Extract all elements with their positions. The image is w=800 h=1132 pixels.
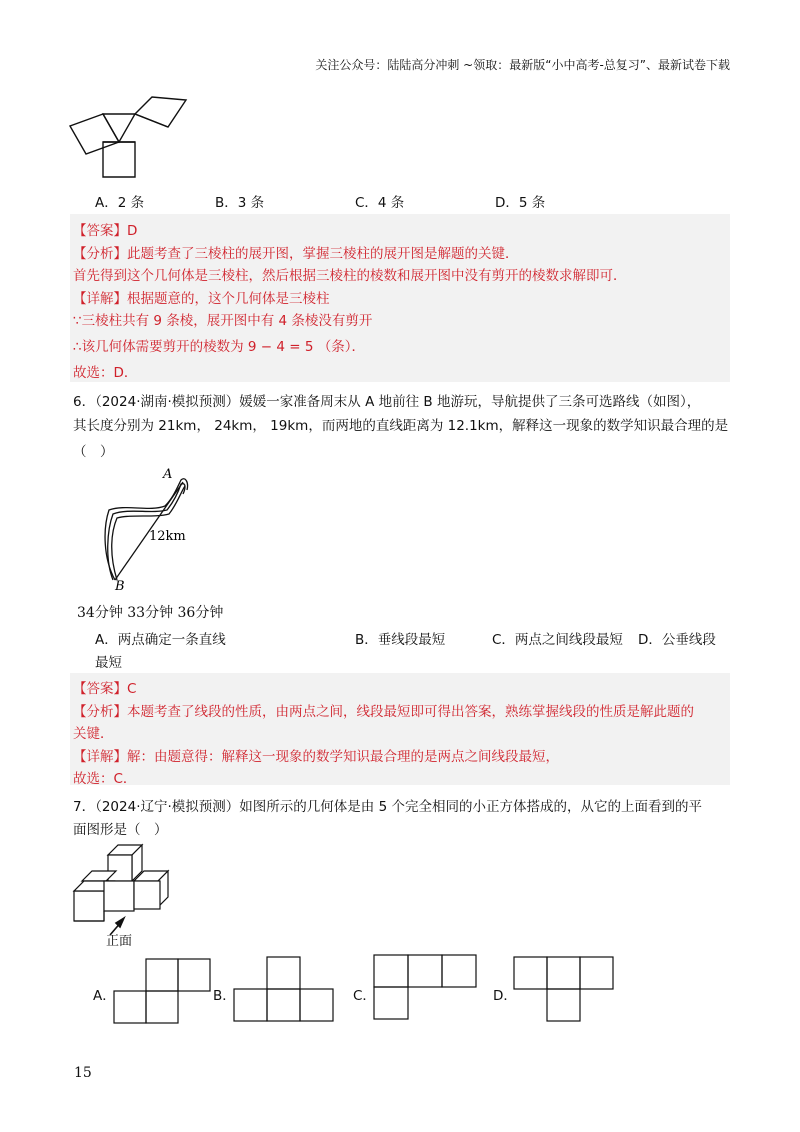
q6-answer: 【答案】C xyxy=(73,681,137,697)
q5-conclusion: 故选：D． xyxy=(73,365,138,381)
distance-label: 12km xyxy=(149,529,186,544)
q6-option-d[interactable]: D．公垂线段 xyxy=(638,632,716,648)
q6-analysis: 【分析】本题考查了线段的性质，由两点之间，线段最短即可得出答案，熟练掌握线段的性质是解此题的 xyxy=(73,704,694,720)
q7-option-d-label[interactable]: D． xyxy=(493,988,517,1004)
q7-option-b-figure[interactable] xyxy=(233,956,335,1022)
cube-stack-figure xyxy=(72,843,192,948)
q6-option-c[interactable]: C．两点之间线段最短 xyxy=(492,632,623,648)
point-b-label: B xyxy=(115,579,125,594)
q7-option-a-figure[interactable] xyxy=(113,958,213,1024)
q6-analysis-cont: 关键． xyxy=(73,726,114,742)
q5-option-b[interactable]: B．3 条 xyxy=(215,195,265,211)
q5-analysis: 【分析】此题考查了三棱柱的展开图，掌握三棱柱的展开图是解题的关键． xyxy=(73,246,519,262)
point-a-label: A xyxy=(163,467,173,482)
q5-analysis-cont: 首先得到这个几何体是三棱柱，然后根据三棱柱的棱数和展开图中没有剪开的棱数求解即可． xyxy=(73,268,627,284)
q6-stem-3: （ ） xyxy=(73,444,114,460)
q6-route-times: 34分钟 33分钟 36分钟 xyxy=(77,605,224,621)
q5-detail: 【详解】根据题意的，这个几何体是三棱柱 xyxy=(73,291,330,307)
q6-option-a[interactable]: A．两点确定一条直线 xyxy=(95,632,226,648)
q7-option-b-label[interactable]: B． xyxy=(213,988,236,1004)
q6-option-b[interactable]: B．垂线段最短 xyxy=(355,632,446,648)
q6-conclusion: 故选：C． xyxy=(73,771,137,787)
front-view-label: 正面 xyxy=(106,934,133,949)
page-header: 关注公众号：陆陆高分冲刺 ~领取：最新版“小中高考-总复习”、最新试卷下载 xyxy=(315,58,730,72)
q7-stem: 7．（2024·辽宁·模拟预测）如图所示的几何体是由 5 个完全相同的小正方体搭成的，从它的上面看到的平 xyxy=(73,799,702,815)
q6-stem: 6．（2024·湖南·模拟预测）媛媛一家准备周末从 A 地前往 B 地游玩，导航提供了三条可选路线（如图）， xyxy=(73,394,701,410)
q5-answer: 【答案】D xyxy=(73,223,138,239)
q6-stem-2: 其长度分别为 21km， 24km， 19km，而两地的直线距离为 12.1km，解释这一现象的数学知识最合理的是 xyxy=(73,418,729,434)
q7-stem-2: 面图形是（ ） xyxy=(73,822,168,838)
page-number: 15 xyxy=(74,1065,92,1081)
q6-detail: 【详解】解：由题意得：解释这一现象的数学知识最合理的是两点之间线段最短， xyxy=(73,749,559,765)
q7-option-a-label[interactable]: A． xyxy=(93,988,116,1004)
q5-detail-2: ∵三棱柱共有 9 条棱，展开图中有 4 条棱没有剪开 xyxy=(73,313,373,329)
q5-option-d[interactable]: D．5 条 xyxy=(495,195,546,211)
route-figure xyxy=(95,467,215,594)
q7-option-c-figure[interactable] xyxy=(373,954,477,1020)
prism-net-figure xyxy=(70,92,230,182)
q6-option-d-cont: 最短 xyxy=(95,655,122,671)
q6-solution-box xyxy=(70,673,730,785)
q5-option-a[interactable]: A．2 条 xyxy=(95,195,145,211)
q5-option-c[interactable]: C．4 条 xyxy=(355,195,405,211)
q5-detail-3: ∴该几何体需要剪开的棱数为 9 − 4 = 5 （条）． xyxy=(73,339,365,355)
q7-option-d-figure[interactable] xyxy=(513,956,615,1022)
q7-option-c-label[interactable]: C． xyxy=(353,988,376,1004)
